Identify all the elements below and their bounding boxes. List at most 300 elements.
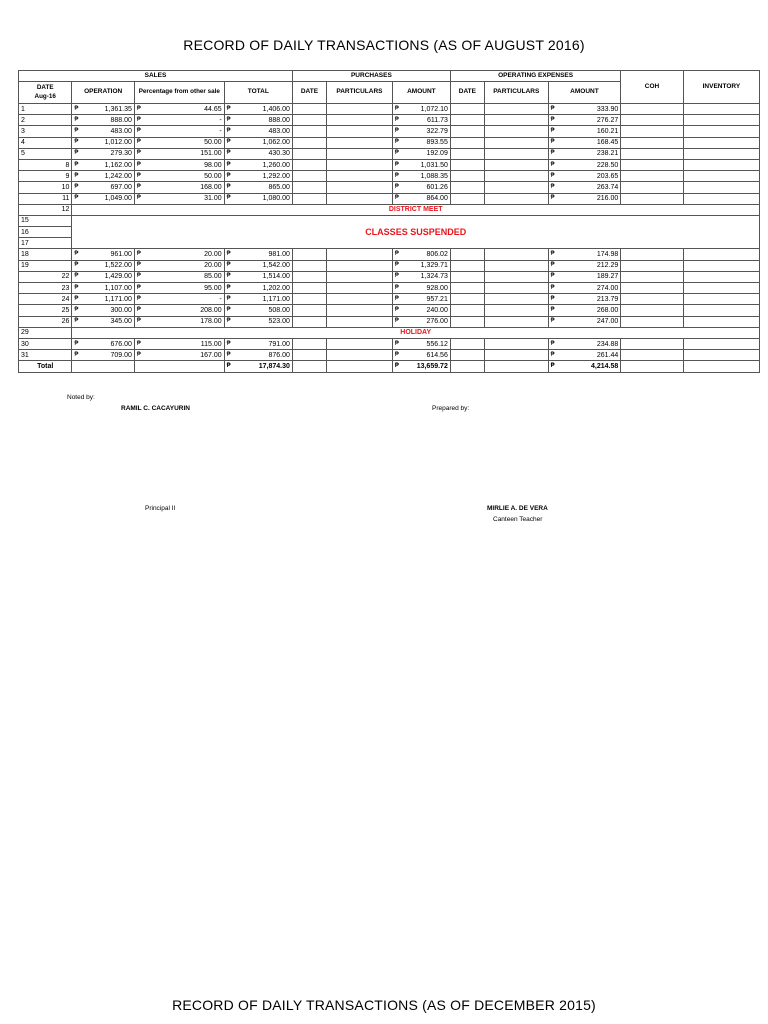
percentage-cell: [134, 126, 224, 137]
percentage-cell-value: 44.65: [204, 105, 222, 113]
date-cell: [19, 271, 72, 282]
percentage-cell-value: 168.00: [200, 183, 222, 191]
note-cell-value: DISTRICT MEET: [388, 206, 443, 214]
date-cell-value: 17: [21, 239, 29, 247]
purchase-particulars-cell: [326, 193, 392, 204]
expense-amount-cell: [548, 159, 621, 170]
date-cell-value: 22: [61, 273, 70, 281]
total-cell: [224, 316, 292, 327]
peso-sign: ₱: [226, 306, 231, 313]
transactions-table: [18, 70, 760, 373]
peso-sign: ₱: [74, 105, 79, 112]
total-cell: [224, 260, 292, 271]
peso-sign: ₱: [394, 262, 399, 269]
inventory-cell: [683, 249, 759, 260]
operation-cell-value: 888.00: [110, 116, 132, 124]
total-cell: [224, 182, 292, 193]
operation-cell: [72, 193, 135, 204]
prepared-by-name: MIRLIE A. DE VERA: [487, 505, 548, 512]
note-row: [19, 327, 760, 338]
empty-cell: [683, 361, 759, 372]
peso-sign: ₱: [550, 150, 555, 157]
operation-cell: [72, 115, 135, 126]
table-row: [19, 305, 760, 316]
coh-cell: [621, 260, 684, 271]
total-cell-value: 1,171.00: [262, 295, 290, 303]
purchase-particulars-cell: [326, 271, 392, 282]
total-cell-value: 876.00: [268, 351, 290, 359]
operation-cell-value: 709.00: [110, 351, 132, 359]
date-cell: [19, 260, 72, 271]
peso-sign: ₱: [394, 127, 399, 134]
percentage-cell-value: 85.00: [204, 273, 222, 281]
operation-cell: [72, 137, 135, 148]
expense-date-cell: [450, 305, 484, 316]
expense-particulars-cell: [484, 193, 548, 204]
expense-amount-cell: [548, 182, 621, 193]
date-cell: [19, 193, 72, 204]
expense-date-cell: [450, 148, 484, 159]
empty-cell: [450, 361, 484, 372]
purchase-amount-cell-value: 1,324.73: [420, 273, 448, 281]
page-title: RECORD OF DAILY TRANSACTIONS (AS OF AUGUST 2016): [183, 37, 585, 53]
date-cell: [19, 182, 72, 193]
peso-sign: ₱: [550, 127, 555, 134]
total-cell-value: 430.30: [268, 150, 290, 158]
date-cell-value: 8: [65, 161, 70, 169]
date-cell: [19, 338, 72, 349]
empty-cell: [72, 361, 135, 372]
peso-sign: ₱: [226, 262, 231, 269]
expense-date-cell: [450, 126, 484, 137]
purchase-amount-cell: [392, 137, 450, 148]
total-header: TOTAL: [224, 82, 292, 104]
expense-date-cell: [450, 182, 484, 193]
peso-sign: ₱: [394, 251, 399, 258]
percentage-cell-value: 167.00: [200, 351, 222, 359]
percentage-cell-value: 115.00: [200, 340, 222, 348]
inventory-cell: [683, 316, 759, 327]
date-cell: [19, 171, 72, 182]
expense-particulars-cell: [484, 182, 548, 193]
date-cell-value: 16: [21, 228, 29, 236]
date-cell-value: 30: [21, 340, 29, 348]
sales-total: [224, 361, 292, 372]
purchase-amount-cell: [392, 350, 450, 361]
total-cell-value: 888.00: [268, 116, 290, 124]
peso-sign: ₱: [226, 362, 231, 369]
percentage-cell: [134, 115, 224, 126]
date-cell: [19, 126, 72, 137]
purchase-particulars-cell: [326, 338, 392, 349]
total-cell: [224, 271, 292, 282]
operation-cell-value: 483.00: [110, 127, 132, 135]
percentage-cell: [134, 171, 224, 182]
expense-amount-cell-value: 212.29: [596, 262, 619, 270]
purchase-amount-cell-value: 611.73: [426, 116, 448, 124]
purchase-date-cell: [292, 305, 326, 316]
date-cell-value: 15: [21, 217, 29, 225]
peso-sign: ₱: [226, 150, 231, 157]
expense-amount-cell-value: 174.98: [596, 251, 619, 259]
operation-cell-value: 300.00: [110, 306, 132, 314]
expense-amount-cell: [548, 271, 621, 282]
purchase-amount-cell: [392, 115, 450, 126]
peso-sign: ₱: [74, 251, 79, 258]
inventory-cell: [683, 260, 759, 271]
peso-sign: ₱: [74, 172, 79, 179]
purchase-amount-cell: [392, 338, 450, 349]
peso-sign: ₱: [550, 284, 555, 291]
date-cell: [19, 327, 72, 338]
percentage-cell: [134, 338, 224, 349]
percentage-cell: [134, 316, 224, 327]
date-cell-value: 2: [21, 116, 25, 124]
peso-sign: ₱: [136, 116, 141, 123]
inventory-cell: [683, 104, 759, 115]
date-cell-value: 29: [21, 329, 29, 337]
total-cell: [224, 338, 292, 349]
percentage-cell-value: 178.00: [200, 318, 222, 326]
total-cell: [224, 126, 292, 137]
date-cell-value: 23: [61, 284, 70, 292]
purchase-date-cell: [292, 260, 326, 271]
coh-cell: [621, 104, 684, 115]
peso-sign: ₱: [394, 195, 399, 202]
percentage-cell-value: 20.00: [204, 251, 222, 259]
peso-sign: ₱: [226, 127, 231, 134]
purchase-date-cell: [292, 316, 326, 327]
date-cell: [19, 104, 72, 115]
date-cell: [19, 238, 72, 249]
peso-sign: ₱: [226, 183, 231, 190]
expense-date-cell: [450, 193, 484, 204]
operation-cell-value: 676.00: [110, 340, 132, 348]
inventory-cell: [683, 271, 759, 282]
peso-sign: ₱: [394, 150, 399, 157]
table-row: [19, 294, 760, 305]
expense-particulars-cell: [484, 148, 548, 159]
peso-sign: ₱: [74, 195, 79, 202]
expense-amount-cell: [548, 193, 621, 204]
peso-sign: ₱: [394, 351, 399, 358]
inventory-cell: [683, 148, 759, 159]
total-cell-value: 1,514.00: [262, 273, 290, 281]
percentage-cell-value: 208.00: [200, 306, 222, 314]
expense-particulars-cell: [484, 271, 548, 282]
percentage-cell: [134, 104, 224, 115]
purchase-particulars-header: PARTICULARS: [326, 82, 392, 104]
percentage-cell: [134, 283, 224, 294]
coh-cell: [621, 271, 684, 282]
peso-sign: ₱: [136, 251, 141, 258]
expense-amount-cell-value: 261.44: [596, 351, 619, 359]
purchase-particulars-cell: [326, 171, 392, 182]
peso-sign: ₱: [74, 351, 79, 358]
expense-amount-cell-value: 168.45: [596, 139, 619, 147]
inventory-cell: [683, 338, 759, 349]
prepared-by-label: Prepared by:: [432, 405, 470, 412]
expense-amount-cell-value: 189.27: [596, 273, 619, 281]
purchase-particulars-cell: [326, 249, 392, 260]
operation-cell-value: 1,242.00: [104, 172, 132, 180]
operation-cell: [72, 271, 135, 282]
purchase-amount-cell-value: 1,072.10: [420, 105, 448, 113]
peso-sign: ₱: [74, 306, 79, 313]
purchase-date-cell: [292, 137, 326, 148]
operation-cell: [72, 249, 135, 260]
table-row: [19, 283, 760, 294]
operation-cell-value: 1,361.35: [104, 105, 132, 113]
purchase-date-cell: [292, 148, 326, 159]
coh-cell: [621, 249, 684, 260]
date-cell-value: 1: [21, 105, 25, 113]
total-cell-value: 1,080.00: [262, 195, 290, 203]
sales-header: SALES: [19, 71, 293, 82]
classes-suspended-note-value: CLASSES SUSPENDED: [365, 226, 467, 237]
operation-cell-value: 1,012.00: [104, 139, 132, 147]
percentage-cell-value: 20.00: [204, 262, 222, 270]
operation-cell-value: 1,162.00: [104, 161, 132, 169]
inventory-cell: [683, 350, 759, 361]
percentage-cell: [134, 137, 224, 148]
purchase-amount-cell: [392, 260, 450, 271]
purchase-amount-cell: [392, 182, 450, 193]
purchase-particulars-cell: [326, 104, 392, 115]
peso-sign: ₱: [226, 284, 231, 291]
percentage-cell: [134, 305, 224, 316]
expense-particulars-cell: [484, 126, 548, 137]
peso-sign: ₱: [550, 295, 555, 302]
expense-amount-cell-value: 228.50: [596, 161, 619, 169]
purchase-particulars-cell: [326, 182, 392, 193]
coh-cell: [621, 193, 684, 204]
purchase-date-header: DATE: [292, 82, 326, 104]
peso-sign: ₱: [136, 183, 141, 190]
coh-cell: [621, 338, 684, 349]
date-cell: [19, 115, 72, 126]
expense-date-cell: [450, 271, 484, 282]
operation-cell-value: 345.00: [110, 318, 132, 326]
coh-cell: [621, 126, 684, 137]
peso-sign: ₱: [136, 139, 141, 146]
peso-sign: ₱: [74, 150, 79, 157]
operation-cell: [72, 171, 135, 182]
total-cell-value: 523.00: [268, 318, 290, 326]
date-cell: [19, 137, 72, 148]
expense-date-cell: [450, 294, 484, 305]
total-cell: [224, 137, 292, 148]
peso-sign: ₱: [550, 340, 555, 347]
purchase-amount-cell-value: 322.79: [426, 127, 448, 135]
total-cell-value: 1,062.00: [262, 139, 290, 147]
operation-cell: [72, 338, 135, 349]
purchase-date-cell: [292, 126, 326, 137]
noted-by-position: Principal II: [145, 505, 176, 512]
total-cell: [224, 294, 292, 305]
percentage-cell-value: -: [219, 127, 222, 135]
total-cell: [224, 305, 292, 316]
operation-cell-value: 279.30: [110, 150, 132, 158]
operation-cell: [72, 159, 135, 170]
purchase-particulars-cell: [326, 260, 392, 271]
empty-cell: [134, 361, 224, 372]
purchase-date-cell: [292, 193, 326, 204]
purchase-particulars-cell: [326, 316, 392, 327]
sales-total-value: 17,874.30: [258, 362, 290, 370]
percentage-cell-value: 31.00: [204, 195, 222, 203]
total-cell: [224, 193, 292, 204]
expense-amount-cell: [548, 171, 621, 182]
purchase-date-cell: [292, 271, 326, 282]
expense-particulars-cell: [484, 104, 548, 115]
peso-sign: ₱: [74, 127, 79, 134]
expense-particulars-header: PARTICULARS: [484, 82, 548, 104]
peso-sign: ₱: [550, 362, 555, 369]
peso-sign: ₱: [74, 116, 79, 123]
inventory-cell: [683, 182, 759, 193]
expense-amount-header: AMOUNT: [548, 82, 621, 104]
inventory-cell: [683, 305, 759, 316]
expense-amount-cell: [548, 126, 621, 137]
coh-cell: [621, 182, 684, 193]
operation-cell: [72, 316, 135, 327]
peso-sign: ₱: [550, 161, 555, 168]
purchase-date-cell: [292, 171, 326, 182]
purchase-date-cell: [292, 294, 326, 305]
peso-sign: ₱: [394, 273, 399, 280]
peso-sign: ₱: [550, 306, 555, 313]
note-cell: [72, 204, 760, 215]
percentage-cell: [134, 182, 224, 193]
date-cell: [19, 249, 72, 260]
operation-cell: [72, 260, 135, 271]
purchase-date-cell: [292, 159, 326, 170]
total-cell: [224, 283, 292, 294]
peso-sign: ₱: [550, 105, 555, 112]
peso-sign: ₱: [394, 284, 399, 291]
percentage-cell: [134, 271, 224, 282]
date-header: DATE Aug-16: [19, 82, 72, 104]
table-row: [19, 350, 760, 361]
expense-amount-cell-value: 274.00: [596, 284, 619, 292]
table-row: [19, 104, 760, 115]
date-cell: [19, 148, 72, 159]
inventory-cell: [683, 171, 759, 182]
operation-cell: [72, 126, 135, 137]
percentage-cell-value: 98.00: [204, 161, 222, 169]
expense-date-cell: [450, 159, 484, 170]
percentage-cell: [134, 193, 224, 204]
peso-sign: ₱: [74, 318, 79, 325]
percentage-cell: [134, 148, 224, 159]
percentage-cell: [134, 249, 224, 260]
total-cell: [224, 171, 292, 182]
peso-sign: ₱: [136, 195, 141, 202]
table-row: [19, 137, 760, 148]
total-cell: [224, 104, 292, 115]
inventory-cell: [683, 159, 759, 170]
expense-amount-cell-value: 276.27: [596, 116, 619, 124]
peso-sign: ₱: [550, 273, 555, 280]
coh-cell: [621, 283, 684, 294]
expense-amount-cell: [548, 260, 621, 271]
total-cell-value: 791.00: [268, 340, 290, 348]
expense-particulars-cell: [484, 305, 548, 316]
coh-cell: [621, 316, 684, 327]
purchase-amount-cell-value: 957.21: [426, 295, 448, 303]
date-cell-value: 3: [21, 127, 25, 135]
peso-sign: ₱: [226, 340, 231, 347]
expense-date-cell: [450, 350, 484, 361]
operation-cell: [72, 148, 135, 159]
operation-cell-value: 1,107.00: [104, 284, 132, 292]
expense-amount-cell: [548, 316, 621, 327]
purchase-amount-cell-value: 601.26: [426, 183, 448, 191]
purchase-particulars-cell: [326, 137, 392, 148]
expense-particulars-cell: [484, 316, 548, 327]
expense-amount-cell-value: 333.90: [596, 105, 619, 113]
expense-amount-cell: [548, 115, 621, 126]
date-cell: [19, 215, 72, 226]
table-row: [19, 338, 760, 349]
date-cell: [19, 305, 72, 316]
purchase-particulars-cell: [326, 115, 392, 126]
peso-sign: ₱: [226, 139, 231, 146]
expense-amount-cell-value: 263.74: [596, 183, 619, 191]
operation-cell: [72, 305, 135, 316]
expense-date-cell: [450, 137, 484, 148]
purchase-amount-cell: [392, 171, 450, 182]
purchase-date-cell: [292, 283, 326, 294]
total-cell-value: 483.00: [268, 127, 290, 135]
peso-sign: ₱: [394, 139, 399, 146]
peso-sign: ₱: [136, 318, 141, 325]
expense-date-cell: [450, 260, 484, 271]
percentage-cell-value: -: [219, 116, 222, 124]
purchase-particulars-cell: [326, 305, 392, 316]
purchase-amount-cell-value: 893.55: [426, 139, 448, 147]
purchase-date-cell: [292, 104, 326, 115]
total-cell-value: 865.00: [268, 183, 290, 191]
peso-sign: ₱: [136, 273, 141, 280]
peso-sign: ₱: [394, 306, 399, 313]
operation-cell-value: 1,522.00: [104, 262, 132, 270]
peso-sign: ₱: [136, 351, 141, 358]
total-cell-value: 1,292.00: [262, 172, 290, 180]
operation-cell-value: 1,049.00: [104, 195, 132, 203]
peso-sign: ₱: [550, 251, 555, 258]
table-row: [19, 171, 760, 182]
expense-amount-cell-value: 238.21: [596, 150, 619, 158]
coh-cell: [621, 137, 684, 148]
purchase-amount-cell-value: 556.12: [426, 340, 448, 348]
peso-sign: ₱: [74, 295, 79, 302]
purchase-amount-cell: [392, 159, 450, 170]
purchase-particulars-cell: [326, 126, 392, 137]
purchase-amount-header: AMOUNT: [392, 82, 450, 104]
noted-by-name: RAMIL C. CACAYURIN: [121, 405, 190, 412]
purchases-total-value: 13,659.72: [416, 362, 448, 370]
expense-date-cell: [450, 338, 484, 349]
expense-amount-cell: [548, 305, 621, 316]
purchase-particulars-cell: [326, 350, 392, 361]
inventory-cell: [683, 283, 759, 294]
table-row: [19, 249, 760, 260]
totals-row: [19, 361, 760, 372]
date-cell-value: 25: [61, 306, 70, 314]
table-row: [19, 271, 760, 282]
